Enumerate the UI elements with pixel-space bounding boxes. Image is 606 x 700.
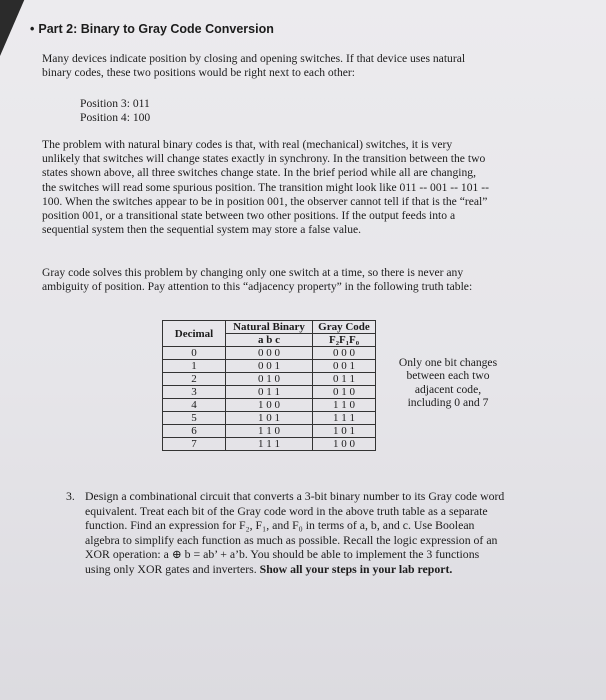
cell-binary: 0 1 0	[226, 373, 313, 386]
question-bold-instruction: Show all your steps in your lab report.	[259, 561, 453, 576]
gray-code-paragraph: Gray code solves this problem by changing only one switch at a time, so there is never any ambiguity of position. Pay attention to this “adjacency property” in the following truth table:	[42, 266, 473, 294]
header-natural-sub: a b c	[226, 334, 313, 347]
adjacency-note: Only one bit changes between each two adjacent code, including 0 and 7	[398, 356, 498, 410]
cell-gray: 1 1 1	[313, 412, 376, 425]
cell-gray: 0 1 0	[313, 386, 376, 399]
section-heading	[30, 22, 274, 36]
table-row	[163, 412, 376, 425]
table-row	[163, 360, 376, 373]
cell-binary: 0 1 1	[226, 386, 313, 399]
cell-gray: 0 1 1	[313, 373, 376, 386]
table-row	[163, 438, 376, 451]
table-row	[163, 399, 376, 412]
header-decimal: Decimal	[163, 321, 226, 347]
bullet-icon: •	[30, 22, 35, 36]
position-item: Position 4: 100	[80, 111, 151, 125]
question-text: Design a combinational circuit that converts a 3-bit binary number to its Gray code word equivalent. Treat each bit of the Gray code word in the above truth table as a separate function. Find an expression for F₂, F₁, and F₀ in terms of a, b, and c. Use Boolean algebra to simplify each function as much as possible. Recall the logic expression of an XOR operation: a ⊕ b = ab’ + a’b. You should be able to implement the 3 functions using only XOR gates and inverters.	[85, 489, 505, 576]
cell-decimal: 5	[163, 412, 226, 425]
question-number: 3.	[66, 489, 75, 503]
header-gray-code: Gray Code	[313, 321, 376, 334]
position-item: Position 3: 011	[80, 97, 150, 110]
cell-decimal: 7	[163, 438, 226, 451]
cell-decimal: 3	[163, 386, 226, 399]
header-gray-sub: F₂F₁F₀	[313, 334, 376, 347]
cell-gray: 0 0 0	[313, 347, 376, 360]
cell-binary: 1 0 0	[226, 399, 313, 412]
cell-gray: 1 0 1	[313, 425, 376, 438]
cell-decimal: 6	[163, 425, 226, 438]
cell-binary: 0 0 0	[226, 347, 313, 360]
cell-binary: 0 0 1	[226, 360, 313, 373]
cell-binary: 1 0 1	[226, 412, 313, 425]
cell-binary: 1 1 1	[226, 438, 313, 451]
cell-gray: 1 0 0	[313, 438, 376, 451]
table-row	[163, 347, 376, 360]
header-natural-binary: Natural Binary	[226, 321, 313, 334]
problem-paragraph: The problem with natural binary codes is that, with real (mechanical) switches, it is very unlikely that switches will change states exactly in synchrony. In the transition between the two states shown above, all three switches change state. In the brief period while all are changing, the switches will read some spurious position. The transition might look like 011 -- 001 -- 101 -- 100. When the switches appear to be in position 001, the observer cannot tell if that is the “real” position 001, or a transitional state between two other positions. If the output feeds into a sequential system then the sequential system may store a false value.	[42, 138, 489, 237]
cell-gray: 1 1 0	[313, 399, 376, 412]
question-3	[66, 489, 506, 577]
table-row	[163, 386, 376, 399]
intro-paragraph: Many devices indicate position by closing and opening switches. If that device uses natural binary codes, these two positions would be right next to each other:	[42, 52, 466, 80]
cell-decimal: 1	[163, 360, 226, 373]
table-row	[163, 425, 376, 438]
position-list	[80, 97, 150, 125]
cell-decimal: 2	[163, 373, 226, 386]
truth-table	[162, 320, 376, 451]
heading-title: Part 2: Binary to Gray Code Conversion	[38, 22, 274, 36]
cell-decimal: 4	[163, 399, 226, 412]
cell-gray: 0 0 1	[313, 360, 376, 373]
cell-decimal: 0	[163, 347, 226, 360]
table-row	[163, 373, 376, 386]
cell-binary: 1 1 0	[226, 425, 313, 438]
question-body	[85, 489, 506, 577]
